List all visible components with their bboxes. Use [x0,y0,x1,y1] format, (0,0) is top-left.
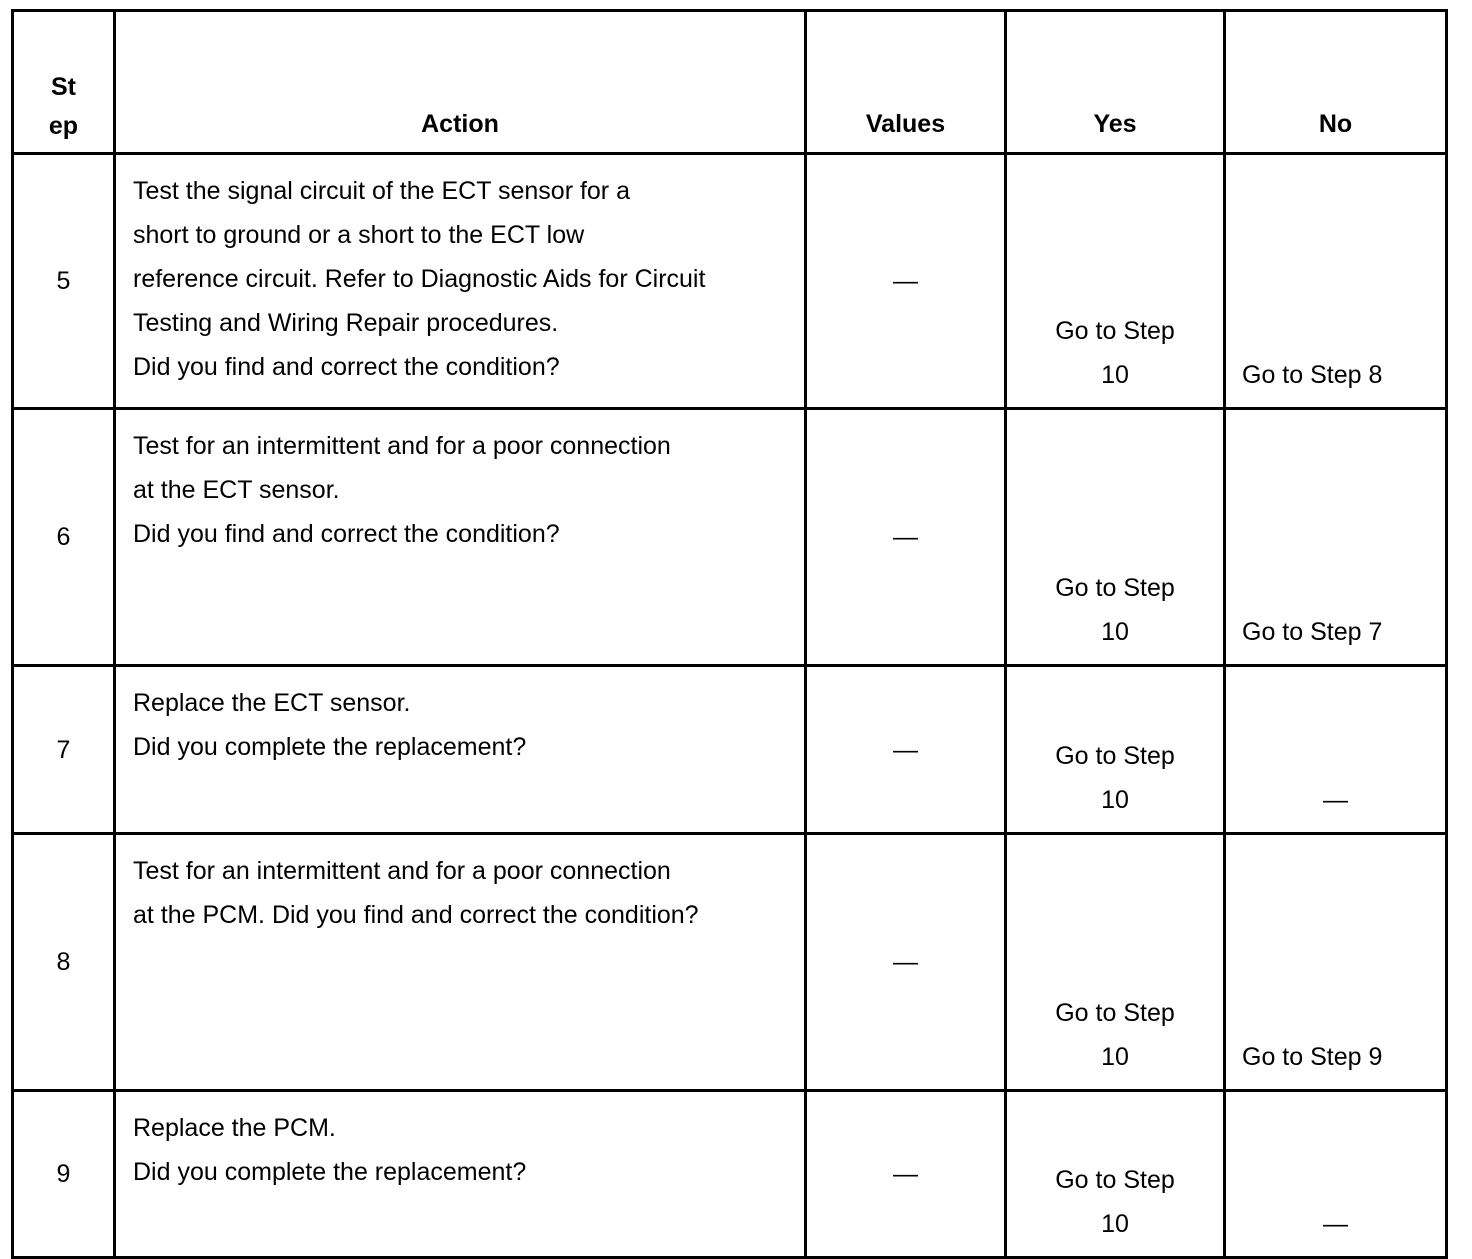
yes-cell [1006,834,1225,1091]
values-cell: — [806,1091,1006,1258]
yes-cell [1006,666,1225,834]
step-number: 6 [13,409,115,666]
action-line: Replace the ECT sensor. [133,689,411,717]
yes-line: Go to Step [1055,317,1175,345]
yes-cell [1006,154,1225,409]
header-yes: Yes [1006,11,1225,154]
header-values: Values [806,11,1006,154]
action-line: reference circuit. Refer to Diagnostic Aids for Circuit [133,265,706,293]
yes-line: 10 [1101,361,1129,389]
yes-line: Go to Step [1055,574,1175,602]
action-line: at the ECT sensor. [133,476,340,504]
no-cell: — [1225,666,1447,834]
action-line: Test for an intermittent and for a poor connection [133,432,671,460]
step-number: 5 [13,154,115,409]
table-row [13,409,1447,666]
yes-line: Go to Step [1055,1166,1175,1194]
action-line: Replace the PCM. [133,1114,336,1142]
table-row [13,834,1447,1091]
yes-cell [1006,409,1225,666]
action-cell [115,154,806,409]
header-action: Action [115,11,806,154]
diagnostic-table [11,9,1448,1259]
action-line: Did you find and correct the condition? [133,520,560,548]
table-row [13,666,1447,834]
yes-line: Go to Step [1055,999,1175,1027]
action-line: short to ground or a short to the ECT low [133,221,585,249]
values-cell: — [806,834,1006,1091]
action-line: at the PCM. Did you find and correct the condition? [133,901,699,929]
no-cell: Go to Step 7 [1225,409,1447,666]
yes-line: 10 [1101,1210,1129,1238]
action-cell [115,834,806,1091]
no-cell: Go to Step 8 [1225,154,1447,409]
header-step-line2: ep [48,112,79,140]
action-line: Test the signal circuit of the ECT sensor for a [133,177,630,205]
action-line: Testing and Wiring Repair procedures. [133,309,559,337]
step-number: 9 [13,1091,115,1258]
action-line: Did you complete the replacement? [133,1158,527,1186]
header-row [13,11,1447,154]
yes-line: Go to Step [1055,742,1175,770]
action-cell [115,666,806,834]
action-line: Test for an intermittent and for a poor connection [133,857,671,885]
step-number: 8 [13,834,115,1091]
yes-cell [1006,1091,1225,1258]
step-number: 7 [13,666,115,834]
yes-line: 10 [1101,786,1129,814]
header-step [13,11,115,154]
table-row [13,1091,1447,1258]
header-no: No [1225,11,1447,154]
values-cell: — [806,409,1006,666]
action-cell [115,409,806,666]
action-line: Did you find and correct the condition? [133,353,560,381]
header-step-line1: St [51,73,76,101]
no-cell: — [1225,1091,1447,1258]
yes-line: 10 [1101,1043,1129,1071]
no-cell: Go to Step 9 [1225,834,1447,1091]
values-cell: — [806,666,1006,834]
action-line: Did you complete the replacement? [133,733,527,761]
action-cell [115,1091,806,1258]
values-cell: — [806,154,1006,409]
table-row [13,154,1447,409]
yes-line: 10 [1101,618,1129,646]
